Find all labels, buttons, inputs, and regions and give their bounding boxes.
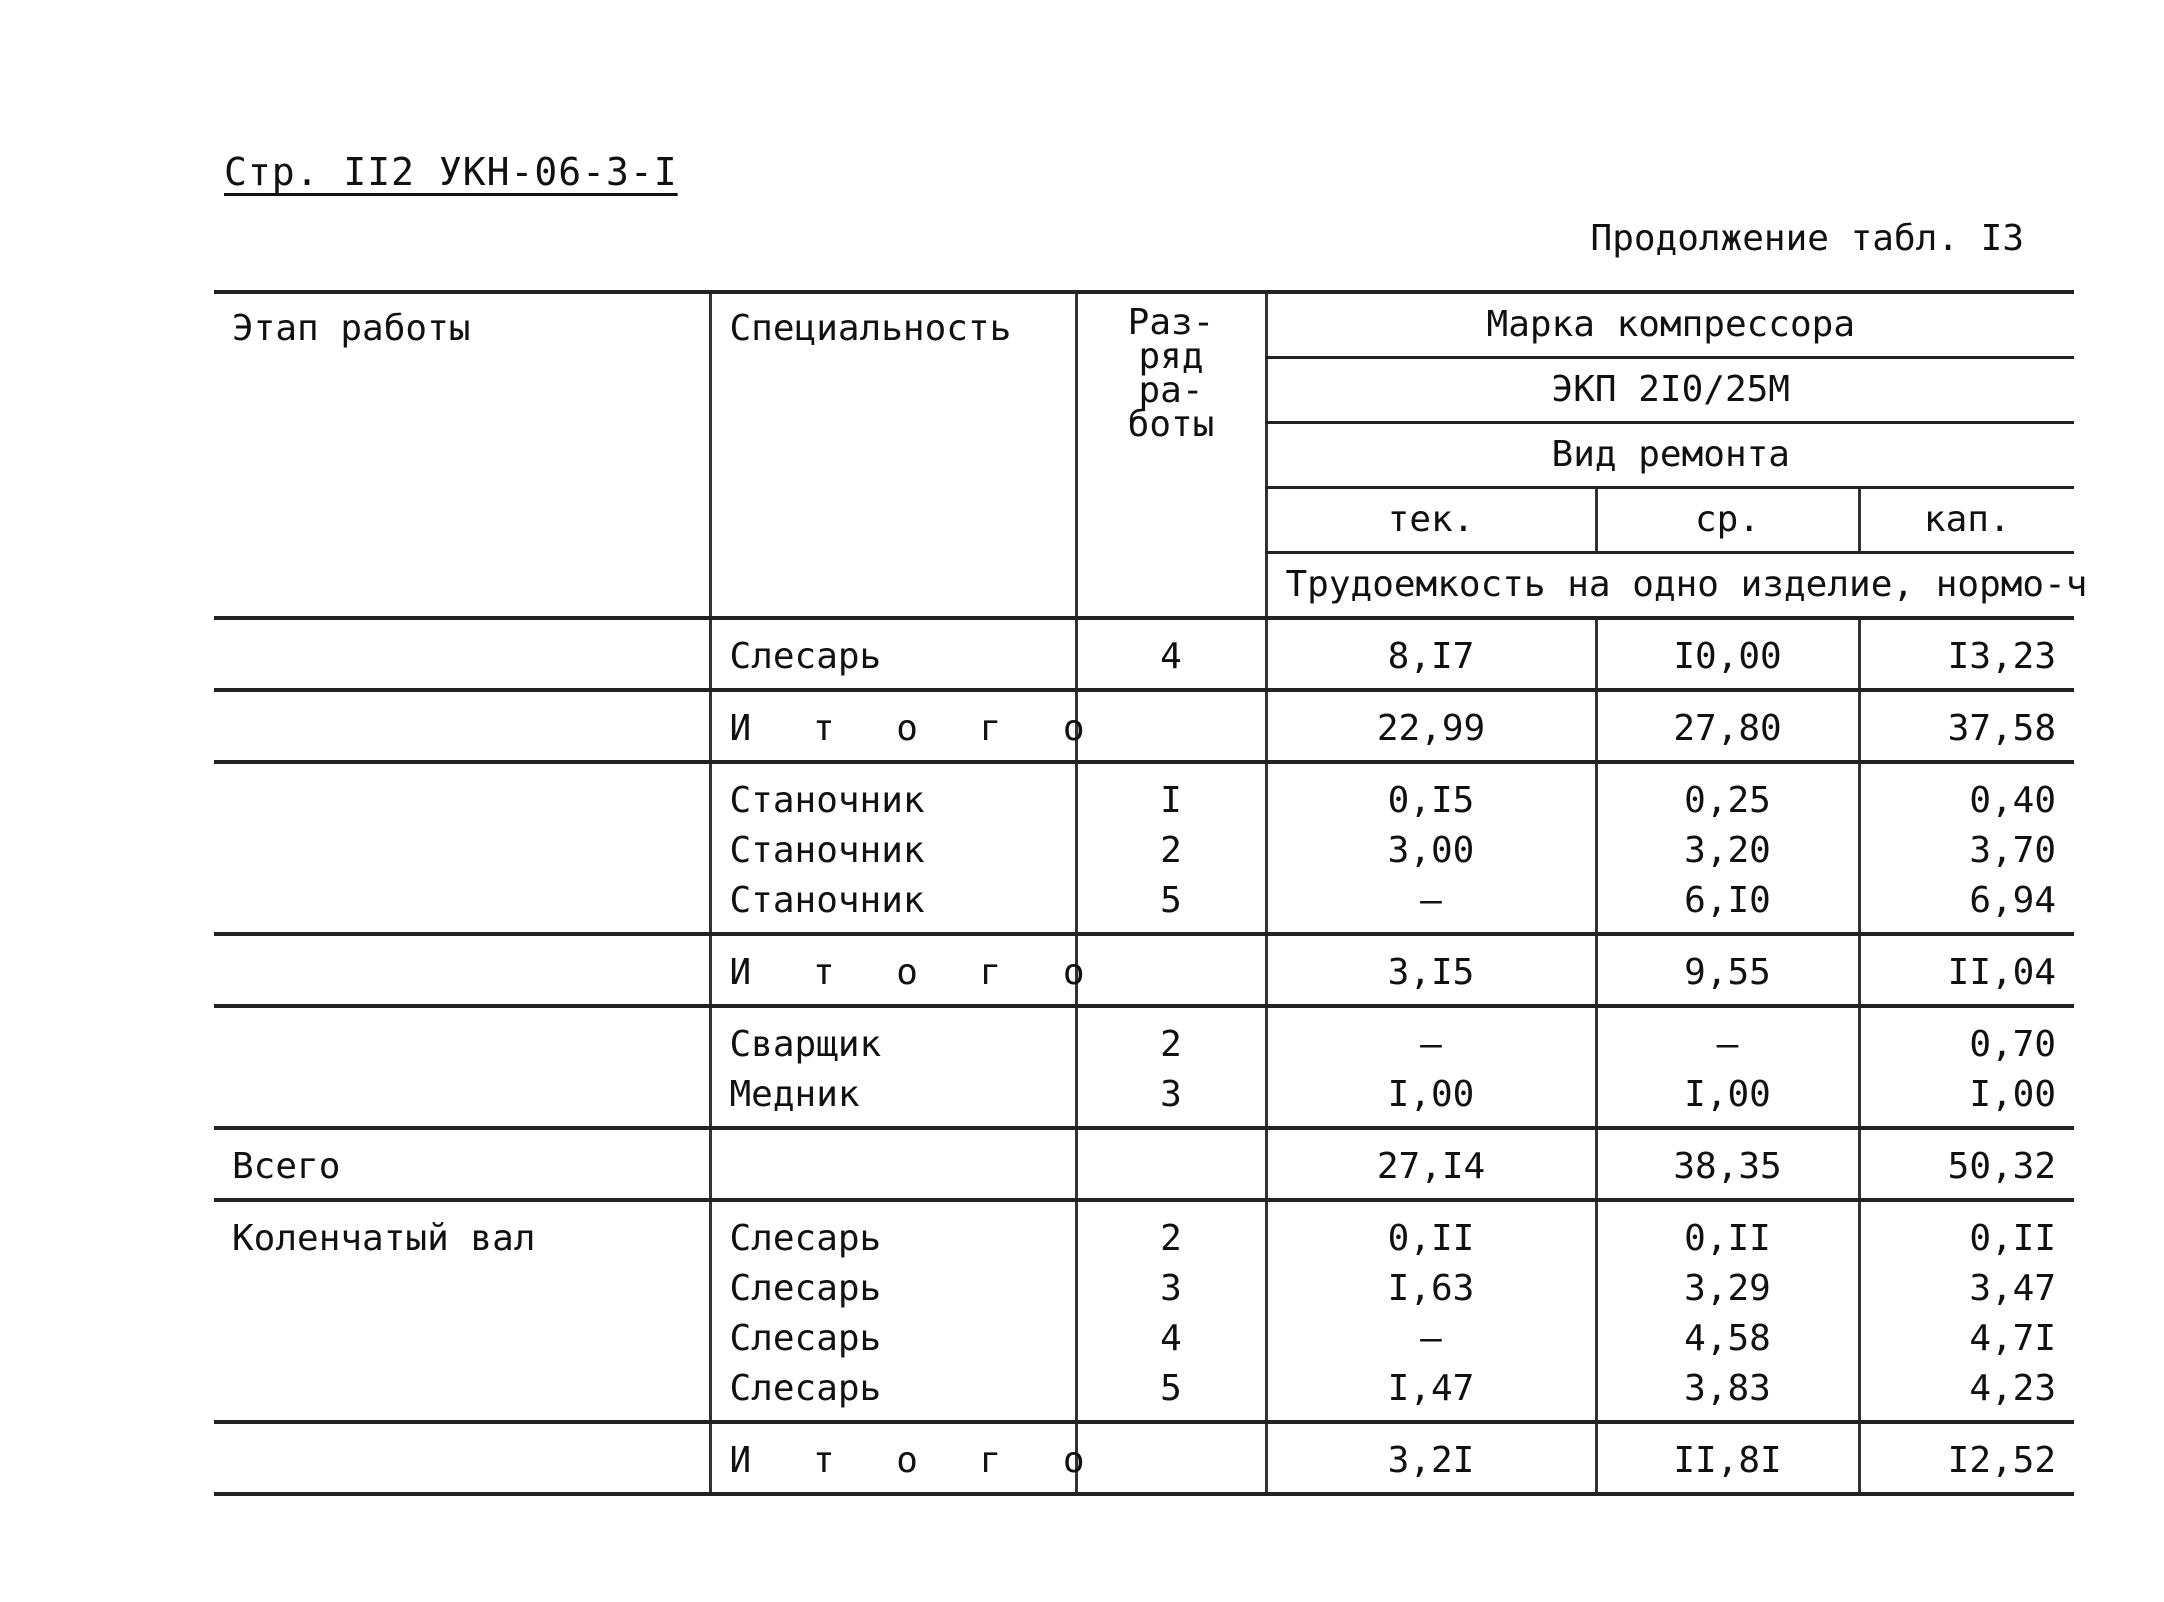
specialty-cell: [710, 1006, 1076, 1128]
specialty-cell: [710, 1128, 1076, 1200]
kap-cell-line: 3,70: [1969, 830, 2057, 871]
header-repair-type: Вид ремонта: [1266, 423, 2074, 488]
specialty-cell-line: Медник: [729, 1074, 860, 1115]
rank-cell-line: 2: [1160, 1218, 1182, 1259]
kap-cell-line: I2,52: [1947, 1440, 2057, 1481]
tek-cell: [1266, 1422, 1596, 1494]
kap-cell: [1859, 618, 2074, 690]
specialty-cell-line: Станочник: [729, 880, 925, 921]
tek-cell-line: 3,2I: [1387, 1440, 1475, 1481]
stage-cell: [214, 618, 710, 690]
specialty-cell-line: Слесарь: [729, 1268, 882, 1309]
rank-cell-line: [1096, 948, 1247, 998]
page-reference: Стр. II2 УКН-06-3-I: [224, 150, 678, 194]
tek-cell-line: 27,I4: [1376, 1146, 1486, 1187]
header-rank-line: Раз-: [1127, 302, 1215, 343]
table-body: [214, 618, 2074, 1494]
tek-cell: [1266, 1006, 1596, 1128]
stage-cell: [214, 934, 710, 1006]
kap-cell-line: 0,40: [1969, 780, 2057, 821]
rank-cell-line: 4: [1160, 1318, 1182, 1359]
stage-text: [232, 1436, 691, 1486]
sr-cell-line: 0,25: [1684, 780, 1771, 821]
kap-cell-line: 50,32: [1947, 1146, 2057, 1187]
rank-cell: [1076, 1128, 1266, 1200]
tek-cell-line: 3,I5: [1387, 952, 1475, 993]
sr-cell: [1596, 762, 1859, 934]
tek-cell-line: 0,II: [1387, 1218, 1475, 1259]
tek-cell-line: 22,99: [1376, 708, 1486, 749]
kap-cell: [1859, 934, 2074, 1006]
tek-cell: [1266, 1128, 1596, 1200]
kap-cell-line: I3,23: [1947, 636, 2057, 677]
kap-cell-line: 4,7I: [1969, 1318, 2057, 1359]
rank-cell-line: I: [1160, 780, 1182, 821]
specialty-cell: [710, 1422, 1105, 1494]
stage-text: [232, 1020, 691, 1070]
header-stage: Этап работы: [214, 292, 710, 618]
stage-cell: [214, 1200, 710, 1422]
stage-text: [232, 948, 691, 998]
specialty-cell-line: И т о г о: [729, 708, 1105, 749]
specialty-cell: [710, 690, 1105, 762]
tek-cell-line: –: [1420, 1318, 1442, 1359]
sr-cell: [1596, 1006, 1859, 1128]
rank-cell-line: [1096, 1142, 1247, 1192]
kap-cell-line: 3,47: [1969, 1268, 2057, 1309]
specialty-cell-line: И т о г о: [729, 952, 1105, 993]
sr-cell-line: 38,35: [1673, 1146, 1782, 1187]
rank-cell-line: 2: [1160, 1024, 1182, 1065]
rank-cell: [1076, 1200, 1266, 1422]
specialty-cell: [710, 934, 1105, 1006]
rank-cell-line: 5: [1160, 1368, 1182, 1409]
sr-cell-line: –: [1716, 1024, 1739, 1065]
rank-cell-line: 2: [1160, 830, 1182, 871]
kap-cell: [1859, 1128, 2074, 1200]
header-compressor-model: ЭКП 2I0/25М: [1266, 358, 2074, 423]
rank-cell-line: 3: [1160, 1268, 1182, 1309]
table-row-group: [214, 618, 2074, 690]
tek-cell-line: 8,I7: [1387, 636, 1475, 677]
specialty-cell-line: Слесарь: [729, 1318, 882, 1359]
specialty-cell: [710, 618, 1076, 690]
header-repair-sr: ср.: [1596, 488, 1859, 553]
kap-cell-line: 0,70: [1969, 1024, 2057, 1065]
table-row-group: [214, 1128, 2074, 1200]
stage-cell: [214, 762, 710, 934]
sr-cell-line: 27,80: [1673, 708, 1782, 749]
rank-cell-line: 5: [1160, 880, 1182, 921]
header-rank-line: ряд: [1138, 336, 1204, 377]
tek-cell-line: I,63: [1387, 1268, 1475, 1309]
sr-cell-line: 9,55: [1684, 952, 1771, 993]
rank-cell: [1076, 1006, 1266, 1128]
tek-cell: [1266, 690, 1596, 762]
sr-cell: [1596, 1128, 1859, 1200]
sr-cell-line: I,00: [1684, 1074, 1771, 1115]
tek-cell-line: I,00: [1387, 1074, 1475, 1115]
kap-cell: [1859, 1006, 2074, 1128]
sr-cell-line: 4,58: [1684, 1318, 1771, 1359]
rank-cell-line: 4: [1160, 636, 1182, 677]
sr-cell-line: 3,83: [1684, 1368, 1771, 1409]
specialty-cell-line: Сварщик: [729, 1024, 882, 1065]
sr-cell-line: 6,I0: [1684, 880, 1771, 921]
sr-cell: [1596, 934, 1859, 1006]
stage-text: Всего: [232, 1146, 341, 1187]
sr-cell: [1596, 1200, 1859, 1422]
stage-text: Коленчатый вал: [232, 1218, 536, 1259]
sr-cell: [1596, 1422, 1859, 1494]
header-labor: Трудоемкость на одно изделие, нормо-ч: [1266, 553, 2074, 619]
sr-cell: [1596, 618, 1859, 690]
kap-cell-line: 37,58: [1947, 708, 2057, 749]
tek-cell-line: –: [1420, 880, 1442, 921]
table-row-group: [214, 934, 2074, 1006]
header-rank-line: ра-: [1138, 370, 1204, 411]
kap-cell-line: II,04: [1947, 952, 2057, 993]
stage-cell: [214, 1128, 710, 1200]
kap-cell-line: 4,23: [1969, 1368, 2057, 1409]
header-rank: [1076, 292, 1266, 618]
table-row-group: [214, 1200, 2074, 1422]
specialty-cell-line: Слесарь: [729, 1218, 882, 1259]
stage-text: [232, 704, 691, 754]
tek-cell: [1266, 934, 1596, 1006]
specialty-cell-line: Станочник: [729, 780, 925, 821]
sr-cell: [1596, 690, 1859, 762]
table-row-group: [214, 690, 2074, 762]
stage-cell: [214, 690, 710, 762]
header-repair-kap: кап.: [1859, 488, 2074, 553]
table-row-group: [214, 1422, 2074, 1494]
tek-cell-line: I,47: [1387, 1368, 1475, 1409]
rank-cell: [1076, 618, 1266, 690]
labor-table: [214, 290, 2088, 1496]
specialty-cell-line: Слесарь: [729, 636, 882, 677]
tek-cell: [1266, 1200, 1596, 1422]
kap-cell: [1859, 690, 2074, 762]
specialty-cell-line: [730, 1142, 1057, 1192]
kap-cell: [1859, 1200, 2074, 1422]
rank-cell-line: 3: [1160, 1074, 1182, 1115]
header-repair-tek: тек.: [1266, 488, 1596, 553]
tek-cell: [1266, 762, 1596, 934]
header-compressor-brand: Марка компрессора: [1266, 292, 2074, 358]
tek-cell: [1266, 618, 1596, 690]
rank-cell-line: [1096, 1436, 1247, 1486]
sr-cell-line: 3,20: [1684, 830, 1771, 871]
stage-text: [232, 632, 691, 682]
stage-cell: [214, 1006, 710, 1128]
specialty-cell-line: И т о г о: [729, 1440, 1105, 1481]
specialty-cell: [710, 762, 1076, 934]
stage-cell: [214, 1422, 710, 1494]
specialty-cell-line: Слесарь: [729, 1368, 882, 1409]
tek-cell-line: 3,00: [1387, 830, 1475, 871]
header-rank-line: боты: [1127, 404, 1215, 445]
kap-cell: [1859, 1422, 2074, 1494]
rank-cell-line: [1096, 704, 1247, 754]
tek-cell-line: 0,I5: [1387, 780, 1475, 821]
rank-cell: [1076, 762, 1266, 934]
sr-cell-line: I0,00: [1673, 636, 1782, 677]
table-header: [214, 292, 2088, 618]
table-continuation-label: Продолжение табл. I3: [1590, 218, 2024, 259]
sr-cell-line: 3,29: [1684, 1268, 1771, 1309]
sr-cell-line: 0,II: [1684, 1218, 1771, 1259]
table-row-group: [214, 1006, 2074, 1128]
specialty-cell: [710, 1200, 1076, 1422]
kap-cell-line: 6,94: [1969, 880, 2057, 921]
sr-cell-line: II,8I: [1673, 1440, 1782, 1481]
tek-cell-line: –: [1420, 1024, 1442, 1065]
stage-text: [232, 776, 691, 826]
specialty-cell-line: Станочник: [729, 830, 925, 871]
table-row-group: [214, 762, 2074, 934]
kap-cell: [1859, 762, 2074, 934]
kap-cell-line: I,00: [1969, 1074, 2057, 1115]
kap-cell-line: 0,II: [1969, 1218, 2057, 1259]
header-specialty: Специальность: [710, 292, 1076, 618]
